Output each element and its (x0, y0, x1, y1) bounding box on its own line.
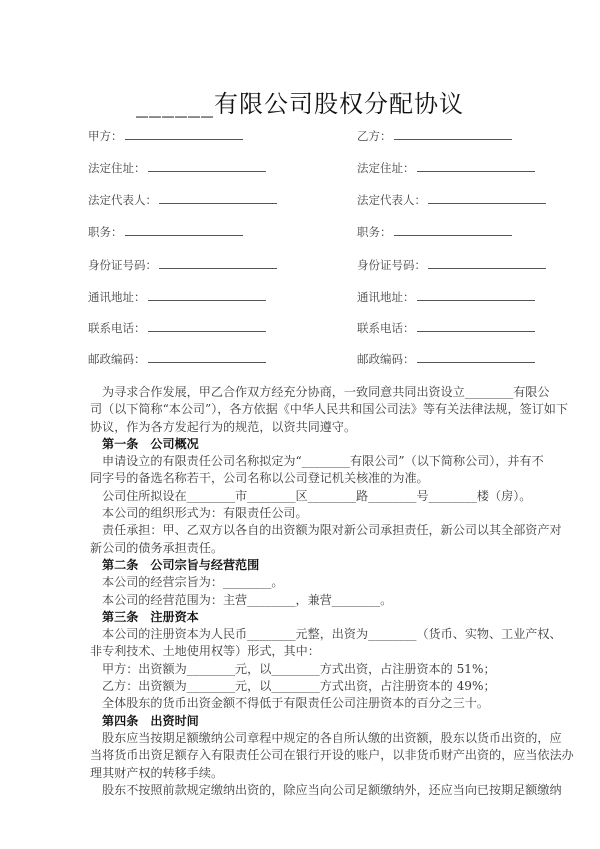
field-label: 法定代表人： (357, 193, 426, 207)
left-party-field (88, 224, 243, 240)
fill-in-blank[interactable] (417, 289, 535, 301)
body-text-line: 甲方：出资额为________元，以________方式出资，占注册资本的 51%； (102, 661, 496, 676)
left-party-field (88, 320, 266, 336)
left-party-field (88, 351, 266, 367)
section-heading: 第二条 公司宗旨与经营范围 (102, 557, 260, 572)
field-label: 法定住址： (88, 161, 146, 175)
fill-in-blank[interactable] (125, 224, 243, 236)
body-text-line: 协议，作为各方发起行为的规范，以资共同遵守。 (90, 419, 357, 434)
right-party-field (357, 224, 512, 240)
body-text-line: 本公司的组织形式为：有限责任公司。 (102, 506, 308, 521)
field-label: 身份证号码： (88, 258, 157, 272)
fill-in-blank[interactable] (148, 320, 266, 332)
body-text-line: 为寻求合作发展，甲乙合作双方经充分协商，一致同意共同出资设立________有限公 (102, 385, 550, 399)
field-label: 联系电话： (357, 321, 415, 335)
field-label: 法定住址： (357, 161, 415, 175)
body-text-line: 责任承担：甲、乙双方以各自的出资额为限对新公司承担责任，新公司以其全部资产对 (102, 523, 562, 538)
fill-in-blank[interactable] (125, 128, 243, 140)
body-text-line: 乙方：出资额为________元，以________方式出资，占注册资本的 49%； (102, 679, 496, 694)
left-party-field (88, 128, 243, 144)
body-text-line: 本公司的经营宗旨为：________。 (102, 575, 284, 590)
left-party-field (88, 289, 266, 305)
field-label: 甲方： (88, 129, 123, 143)
right-party-field (357, 320, 535, 336)
field-label: 邮政编码： (357, 352, 415, 366)
section-heading: 第三条 注册资本 (102, 609, 199, 624)
field-label: 联系电话： (88, 321, 146, 335)
body-text-line: 申请设立的有限责任公司名称拟定为“________有限公司”（以下简称公司），并有不 (102, 454, 544, 469)
body-text-line: 本公司的经营范围为：主营________，兼营________。 (102, 592, 393, 607)
fill-in-blank[interactable] (428, 192, 546, 204)
fill-in-blank[interactable] (159, 257, 277, 269)
body-text-line: 股东不按照前款规定缴纳出资的，除应当向公司足额缴纳外，还应当向已按期足额缴纳 (102, 782, 562, 797)
field-label: 乙方： (357, 129, 392, 143)
body-text-line: 本公司的注册资本为人民币________元整，出资为________（货币、实物、工业产权、 (102, 627, 562, 642)
body-text-line: 司（以下简称“本公司”），各方依据《中华人民共和国公司法》等有关法律法规，签订如下 (90, 402, 568, 417)
right-party-field (357, 289, 535, 305)
field-label: 职务： (88, 225, 123, 239)
left-party-field (88, 192, 277, 208)
field-label: 身份证号码： (357, 258, 426, 272)
field-label: 通讯地址： (88, 290, 146, 304)
body-text-line: 新公司的债务承担责任。 (90, 540, 224, 555)
fill-in-blank[interactable] (159, 192, 277, 204)
right-party-field (357, 128, 512, 144)
fill-in-blank[interactable] (394, 128, 512, 140)
field-label: 职务： (357, 225, 392, 239)
field-label: 通讯地址： (357, 290, 415, 304)
fill-in-blank[interactable] (148, 289, 266, 301)
body-text-line: 全体股东的货币出资金额不得低于有限责任公司注册资本的百分之三十。 (102, 696, 490, 711)
body-text-line: 同字号的备选名称若干，公司名称以公司登记机关核准的为准。 (90, 471, 429, 486)
fill-in-blank[interactable] (417, 160, 535, 172)
fill-in-blank[interactable] (148, 160, 266, 172)
right-party-field (357, 192, 546, 208)
right-party-field (357, 257, 546, 273)
body-text-line: 股东应当按期足额缴纳公司章程中规定的各自所认缴的出资额，股东以货币出资的，应 (102, 730, 562, 745)
section-heading: 第一条 公司概况 (102, 436, 199, 451)
body-text-line: 当将货币出资足额存入有限责任公司在银行开设的账户，以非货币财产出资的，应当依法办 (90, 748, 574, 763)
body-text-line: 理其财产权的转移手续。 (90, 765, 224, 780)
document-title: ______有限公司股权分配协议 (136, 90, 464, 118)
field-label: 邮政编码： (88, 352, 146, 366)
fill-in-blank[interactable] (428, 257, 546, 269)
field-label: 法定代表人： (88, 193, 157, 207)
left-party-field (88, 257, 277, 273)
section-heading: 第四条 出资时间 (102, 713, 199, 728)
agreement-body (90, 384, 574, 799)
fill-in-blank[interactable] (417, 351, 535, 363)
right-party-field (357, 351, 535, 367)
right-party-field (357, 160, 535, 176)
body-text-line: 非专利技术、土地使用权等）形式，其中： (90, 644, 320, 659)
fill-in-blank[interactable] (148, 351, 266, 363)
left-party-field (88, 160, 266, 176)
fill-in-blank[interactable] (417, 320, 535, 332)
fill-in-blank[interactable] (394, 224, 512, 236)
body-text-line: 公司住所拟设在________市________区________路________号________楼（房）。 (102, 488, 532, 503)
